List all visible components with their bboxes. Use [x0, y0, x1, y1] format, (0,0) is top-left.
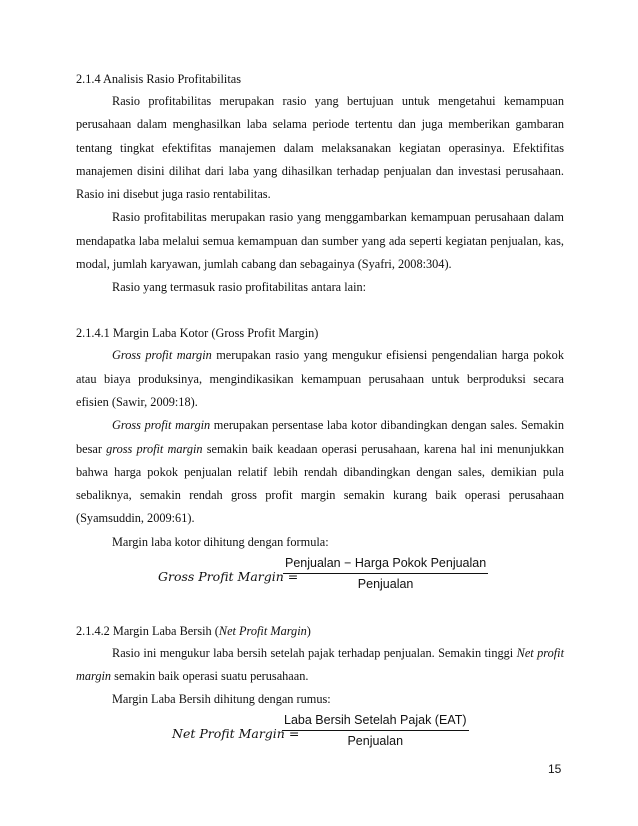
section-heading-2-1-4: 2.1.4 Analisis Rasio Profitabilitas: [76, 72, 241, 86]
paragraph-gpm-1: [76, 344, 564, 414]
formula-gross-profit-margin: [76, 556, 564, 600]
heading-text: ): [306, 623, 311, 638]
paragraph-npm-1: [76, 642, 564, 689]
formula-intro-gpm: Margin laba kotor dihitung dengan formula:: [112, 534, 329, 549]
section-heading-2-1-4-1: 2.1.4.1 Margin Laba Kotor (Gross Profit Margin): [76, 326, 319, 341]
term-gross-profit-margin: gross profit margin: [106, 441, 203, 456]
formula-fraction: [283, 556, 488, 591]
paragraph-gpm-2-text-b: semakin baik keadaan operasi perusahaan, karena hal ini menunjukkan bahwa harga pokok penjualan relatif lebih rendah dibandingkan dengan sales, demikian pula sebaliknya, semakin rendah gross profit margin semakin kurang baik operasi perusahaan (Syamsuddin, 2009:61).: [76, 441, 564, 526]
heading-text: 2.1.4.2 Margin Laba Bersih (: [76, 623, 219, 638]
section-heading-2-1-4-2: [76, 620, 564, 642]
paragraph-npm-1-text-b: semakin baik operasi suatu perusahaan.: [111, 669, 309, 684]
section-spacer: [76, 299, 564, 322]
paragraph-profitability-2: Rasio profitabilitas merupakan rasio yang menggambarkan kemampuan perusahaan dalam mendapatka laba melalui semua kemampuan dan sumber yang ada seperti kegiatan penjualan, kas, modal, jumlah karyawan, jumlah cabang dan sebagainya (Syafri, 2008:304).: [76, 210, 564, 272]
formula-net-profit-margin: [76, 713, 564, 757]
formula-denominator: Penjualan: [347, 734, 404, 749]
document-page: [76, 68, 564, 757]
term-net-profit-margin: Net Profit Margin: [218, 623, 307, 638]
paragraph-profitability-3: Rasio yang termasuk rasio profitabilitas antara lain:: [112, 280, 367, 295]
formula-denominator: Penjualan: [357, 576, 414, 591]
term-gross-profit-margin: Gross profit margin: [112, 348, 212, 363]
paragraph-profitability-1: Rasio profitabilitas merupakan rasio yang bertujuan untuk mengetahui kemampuan perusahaan dalam menghasilkan laba selama periode tertentu dan juga memberikan gambaran tentang tingkat efektifitas manajemen dalam melaksanakan kegiatan operasinya. Efektifitas manajemen disini dilihat dari laba yang dihasilkan terhadap penjualan dan investasi perusahaan. Rasio ini disebut juga rasio rentabilitas.: [76, 94, 564, 202]
formula-fraction: [282, 713, 469, 748]
formula-numerator: Laba Bersih Setelah Pajak (EAT): [282, 713, 469, 731]
page-number: 15: [548, 762, 562, 776]
formula-numerator: Penjualan − Harga Pokok Penjualan: [283, 556, 488, 574]
term-gross-profit-margin: Gross profit margin: [112, 418, 211, 433]
paragraph-npm-1-text-a: Rasio ini mengukur laba bersih setelah pajak terhadap penjualan. Semakin tinggi: [112, 645, 517, 660]
term-net-profit-margin: Net profit margin: [76, 645, 565, 684]
formula-intro-npm: Margin Laba Bersih dihitung dengan rumus:: [112, 692, 331, 707]
formula-lhs: Gross Profit Margin =: [158, 568, 299, 584]
paragraph-gpm-2-text-a: merupakan persentase laba kotor dibandingkan dengan sales. Semakin besar: [76, 418, 564, 456]
section-spacer: [76, 600, 564, 620]
formula-lhs: Net Profit Margin =: [172, 726, 300, 742]
paragraph-gpm-2: [76, 414, 564, 530]
paragraph-gpm-1-text: merupakan rasio yang mengukur efisiensi pengendalian harga pokok atau biaya produksinya, mengindikasikan kemampuan perusahaan untuk berproduksi secara efisien (Sawir, 2009:18).: [76, 348, 564, 409]
